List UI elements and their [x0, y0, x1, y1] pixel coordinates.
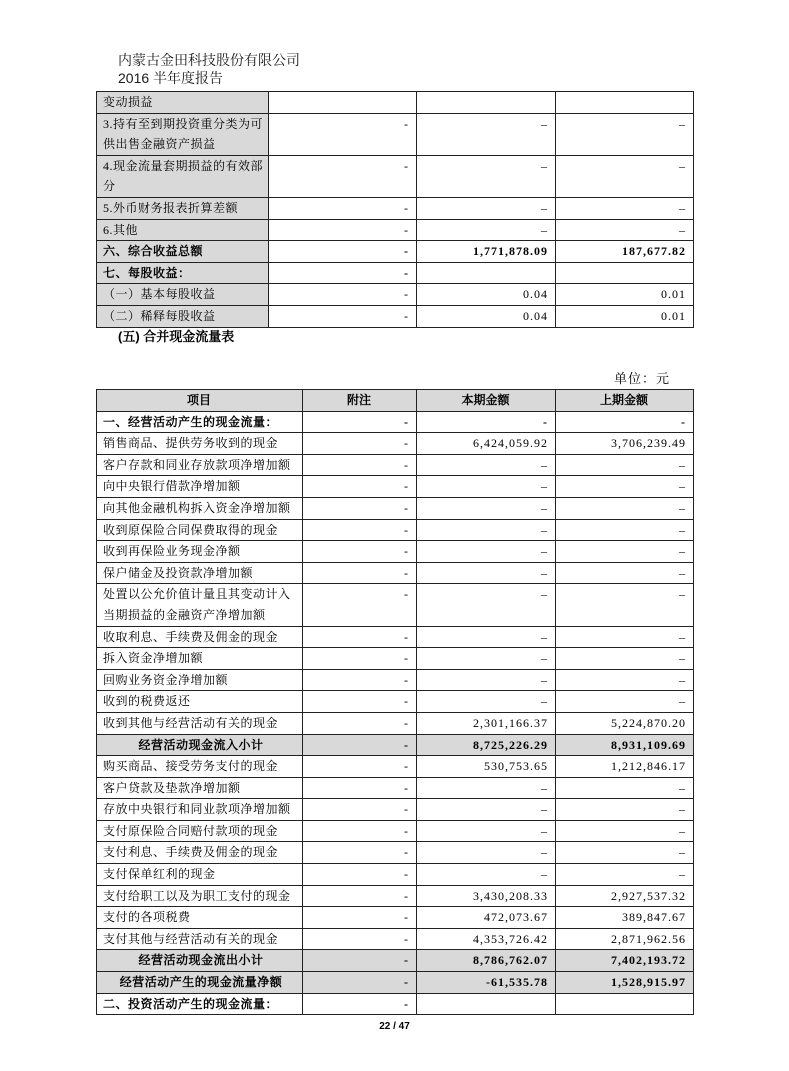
- table-row: [97, 262, 694, 284]
- table-row: [97, 305, 694, 327]
- table-header-row: [97, 390, 694, 412]
- subtotal-row: [97, 734, 694, 756]
- row-current-amount: 2,301,166.37: [417, 712, 556, 734]
- row-item-label: 二、投资活动产生的现金流量：: [97, 993, 303, 1015]
- row-current-amount: –: [417, 113, 556, 155]
- row-item-label: 经营活动产生的现金流量净额: [97, 972, 303, 994]
- column-header-item: 项目: [97, 390, 303, 412]
- row-note: -: [303, 476, 417, 498]
- row-note: -: [303, 541, 417, 563]
- row-item-label: 收到的税费返还: [97, 691, 303, 713]
- row-item-label: 客户贷款及垫款净增加额: [97, 777, 303, 799]
- row-current-amount: –: [417, 454, 556, 476]
- row-prior-amount: 0.01: [556, 284, 694, 306]
- row-current-amount: -: [417, 411, 556, 433]
- row-item-label: 6.其他: [97, 219, 269, 241]
- row-prior-amount: –: [556, 584, 694, 626]
- row-prior-amount: –: [556, 197, 694, 219]
- table-row: [97, 519, 694, 541]
- row-current-amount: –: [417, 777, 556, 799]
- table-row: [97, 885, 694, 907]
- row-prior-amount: –: [556, 777, 694, 799]
- row-current-amount: –: [417, 562, 556, 584]
- row-item-label: （一）基本每股收益: [97, 284, 269, 306]
- row-current-amount: 6,424,059.92: [417, 433, 556, 455]
- row-current-amount: 0.04: [417, 284, 556, 306]
- row-current-amount: –: [417, 626, 556, 648]
- row-note: -: [269, 262, 417, 284]
- row-note: -: [269, 155, 417, 197]
- table-row: [97, 842, 694, 864]
- row-current-amount: 8,725,226.29: [417, 734, 556, 756]
- row-prior-amount: –: [556, 497, 694, 519]
- page-number: 22 / 47: [379, 1021, 410, 1032]
- row-prior-amount: 7,402,193.72: [556, 950, 694, 972]
- table-row: [97, 155, 694, 197]
- row-current-amount: –: [417, 648, 556, 670]
- row-note: -: [303, 669, 417, 691]
- row-item-label: 购买商品、接受劳务支付的现金: [97, 756, 303, 778]
- row-current-amount: 472,073.67: [417, 907, 556, 929]
- row-current-amount: 530,753.65: [417, 756, 556, 778]
- row-prior-amount: 1,212,846.17: [556, 756, 694, 778]
- table-row: [97, 454, 694, 476]
- row-item-label: 经营活动现金流入小计: [97, 734, 303, 756]
- row-current-amount: 4,353,726.42: [417, 928, 556, 950]
- row-prior-amount: –: [556, 519, 694, 541]
- row-note: -: [303, 562, 417, 584]
- row-note: -: [303, 433, 417, 455]
- row-item-label: 支付其他与经营活动有关的现金: [97, 928, 303, 950]
- table-row: [97, 777, 694, 799]
- row-item-label: 支付利息、手续费及佣金的现金: [97, 842, 303, 864]
- column-header-prior: 上期金额: [556, 390, 694, 412]
- row-prior-amount: –: [556, 669, 694, 691]
- row-prior-amount: [556, 993, 694, 1015]
- row-current-amount: –: [417, 820, 556, 842]
- row-note: -: [303, 411, 417, 433]
- row-item-label: 4.现金流量套期损益的有效部分: [97, 155, 269, 197]
- row-note: -: [303, 972, 417, 994]
- row-prior-amount: [556, 262, 694, 284]
- section-title: (五) 合并现金流量表: [118, 329, 235, 344]
- table-row: [97, 928, 694, 950]
- table-row: [97, 626, 694, 648]
- row-note: -: [269, 284, 417, 306]
- row-current-amount: –: [417, 155, 556, 197]
- table-row: [97, 993, 694, 1015]
- row-note: -: [303, 734, 417, 756]
- row-prior-amount: [556, 92, 694, 114]
- table-row: [97, 284, 694, 306]
- row-item-label: 收取利息、手续费及佣金的现金: [97, 626, 303, 648]
- row-prior-amount: –: [556, 648, 694, 670]
- row-item-label: 拆入资金净增加额: [97, 648, 303, 670]
- row-current-amount: –: [417, 842, 556, 864]
- row-prior-amount: 0.01: [556, 305, 694, 327]
- row-current-amount: –: [417, 799, 556, 821]
- row-note: -: [303, 950, 417, 972]
- row-item-label: 保户储金及投资款净增加额: [97, 562, 303, 584]
- subtotal-row: [97, 972, 694, 994]
- table-row: [97, 691, 694, 713]
- row-prior-amount: –: [556, 454, 694, 476]
- table-row: [97, 584, 694, 626]
- table-row: [97, 541, 694, 563]
- row-note: -: [303, 454, 417, 476]
- report-title: 2016 半年度报告: [118, 70, 224, 86]
- row-note: -: [303, 691, 417, 713]
- row-note: -: [303, 712, 417, 734]
- row-note: -: [269, 305, 417, 327]
- table-row: [97, 219, 694, 241]
- row-item-label: 六、综合收益总额: [97, 241, 269, 263]
- row-current-amount: –: [417, 197, 556, 219]
- row-item-label: 回购业务资金净增加额: [97, 669, 303, 691]
- row-note: -: [303, 777, 417, 799]
- row-item-label: 存放中央银行和同业款项净增加额: [97, 799, 303, 821]
- row-item-label: 一、经营活动产生的现金流量：: [97, 411, 303, 433]
- row-note: -: [303, 756, 417, 778]
- row-prior-amount: –: [556, 155, 694, 197]
- row-note: -: [303, 842, 417, 864]
- row-current-amount: 1,771,878.09: [417, 241, 556, 263]
- row-current-amount: –: [417, 541, 556, 563]
- row-note: -: [303, 497, 417, 519]
- row-prior-amount: –: [556, 562, 694, 584]
- row-note: -: [269, 241, 417, 263]
- row-prior-amount: 187,677.82: [556, 241, 694, 263]
- row-current-amount: [417, 993, 556, 1015]
- row-item-label: 3.持有至到期投资重分类为可供出售金融资产损益: [97, 113, 269, 155]
- row-current-amount: -61,535.78: [417, 972, 556, 994]
- row-current-amount: –: [417, 669, 556, 691]
- row-note: -: [303, 907, 417, 929]
- row-current-amount: –: [417, 584, 556, 626]
- row-prior-amount: 5,224,870.20: [556, 712, 694, 734]
- table-row: [97, 241, 694, 263]
- column-header-current: 本期金额: [417, 390, 556, 412]
- subtotal-row: [97, 950, 694, 972]
- row-item-label: 支付的各项税费: [97, 907, 303, 929]
- row-note: -: [303, 626, 417, 648]
- row-current-amount: 8,786,762.07: [417, 950, 556, 972]
- table-row: [97, 756, 694, 778]
- row-note: -: [269, 197, 417, 219]
- row-prior-amount: 389,847.67: [556, 907, 694, 929]
- row-prior-amount: –: [556, 799, 694, 821]
- row-note: -: [303, 864, 417, 886]
- table-row: [97, 433, 694, 455]
- row-prior-amount: –: [556, 864, 694, 886]
- table-row: [97, 497, 694, 519]
- row-note: -: [269, 219, 417, 241]
- row-current-amount: –: [417, 476, 556, 498]
- row-note: -: [303, 519, 417, 541]
- row-note: -: [303, 885, 417, 907]
- row-prior-amount: –: [556, 113, 694, 155]
- row-prior-amount: -: [556, 411, 694, 433]
- row-prior-amount: 8,931,109.69: [556, 734, 694, 756]
- row-current-amount: [417, 262, 556, 284]
- row-item-label: 收到原保险合同保费取得的现金: [97, 519, 303, 541]
- row-current-amount: 3,430,208.33: [417, 885, 556, 907]
- row-current-amount: –: [417, 519, 556, 541]
- row-item-label: 收到其他与经营活动有关的现金: [97, 712, 303, 734]
- table-row: [97, 197, 694, 219]
- row-prior-amount: –: [556, 691, 694, 713]
- row-item-label: 七、每股收益：: [97, 262, 269, 284]
- row-prior-amount: 2,927,537.32: [556, 885, 694, 907]
- row-current-amount: 0.04: [417, 305, 556, 327]
- unit-label: 单位：元: [614, 371, 671, 386]
- row-item-label: 5.外币财务报表折算差额: [97, 197, 269, 219]
- table-row: [97, 907, 694, 929]
- row-note: -: [303, 584, 417, 626]
- company-name: 内蒙古金田科技股份有限公司: [118, 52, 300, 68]
- row-note: -: [269, 113, 417, 155]
- row-item-label: 向其他金融机构拆入资金净增加额: [97, 497, 303, 519]
- row-current-amount: [417, 92, 556, 114]
- table-row: [97, 411, 694, 433]
- row-prior-amount: 1,528,915.97: [556, 972, 694, 994]
- row-item-label: 客户存款和同业存放款项净增加额: [97, 454, 303, 476]
- row-item-label: 处置以公允价值计量且其变动计入当期损益的金融资产净增加额: [97, 584, 303, 626]
- row-current-amount: –: [417, 219, 556, 241]
- column-header-note: 附注: [303, 390, 417, 412]
- row-prior-amount: –: [556, 476, 694, 498]
- row-prior-amount: –: [556, 541, 694, 563]
- table-row: [97, 669, 694, 691]
- row-prior-amount: –: [556, 842, 694, 864]
- row-current-amount: –: [417, 864, 556, 886]
- row-item-label: 向中央银行借款净增加额: [97, 476, 303, 498]
- row-item-label: 支付给职工以及为职工支付的现金: [97, 885, 303, 907]
- row-current-amount: –: [417, 691, 556, 713]
- row-item-label: 经营活动现金流出小计: [97, 950, 303, 972]
- row-note: [269, 92, 417, 114]
- row-prior-amount: –: [556, 626, 694, 648]
- row-prior-amount: 2,871,962.56: [556, 928, 694, 950]
- row-item-label: 收到再保险业务现金净额: [97, 541, 303, 563]
- table-row: [97, 864, 694, 886]
- table-row: [97, 799, 694, 821]
- table-row: [97, 476, 694, 498]
- cash-flow-table: [96, 389, 694, 1015]
- row-note: -: [303, 993, 417, 1015]
- table-row: [97, 562, 694, 584]
- row-prior-amount: –: [556, 219, 694, 241]
- row-note: -: [303, 648, 417, 670]
- income-statement-table: [96, 91, 694, 328]
- row-note: -: [303, 928, 417, 950]
- table-row: [97, 113, 694, 155]
- row-prior-amount: –: [556, 820, 694, 842]
- row-note: -: [303, 820, 417, 842]
- table-row: [97, 92, 694, 114]
- row-note: -: [303, 799, 417, 821]
- row-item-label: 支付保单红利的现金: [97, 864, 303, 886]
- row-item-label: 销售商品、提供劳务收到的现金: [97, 433, 303, 455]
- table-row: [97, 820, 694, 842]
- table-row: [97, 712, 694, 734]
- row-prior-amount: 3,706,239.49: [556, 433, 694, 455]
- row-item-label: 支付原保险合同赔付款项的现金: [97, 820, 303, 842]
- row-item-label: 变动损益: [97, 92, 269, 114]
- table-row: [97, 648, 694, 670]
- row-current-amount: –: [417, 497, 556, 519]
- row-item-label: （二）稀释每股收益: [97, 305, 269, 327]
